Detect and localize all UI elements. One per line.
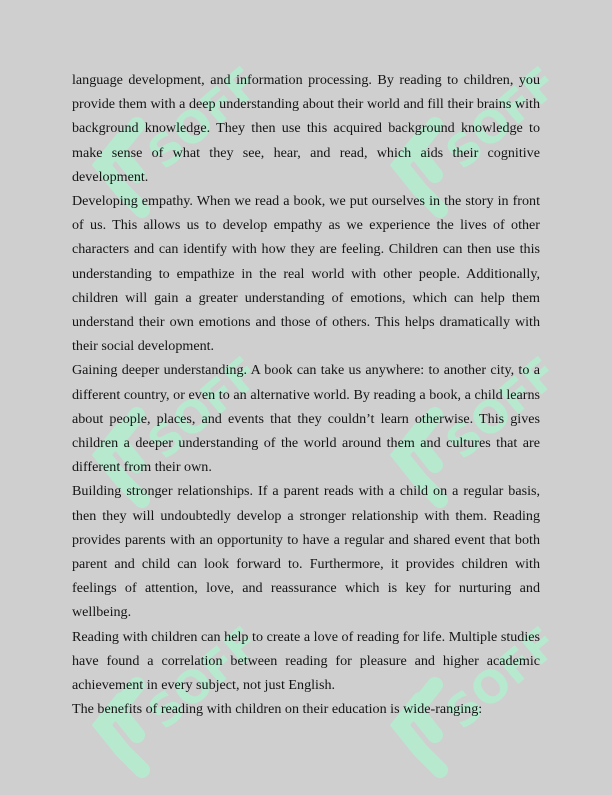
paragraph: Developing empathy. When we read a book, we put ourselves in the story in front of us. This allows us to develop empathy as we experience the lives of other characters and can identify with how they are feeling. Children can then use this understanding to empathize in the real world with other people. Additionally, children will gain a greater understanding of emotions, which can help them understand their own emotions and those of others. This helps dramatically with their social development. xyxy=(72,193,540,355)
svg-text:SOFF: SOFF xyxy=(436,347,550,470)
svg-text:SOFF: SOFF xyxy=(436,617,550,740)
paragraph: Building stronger relationships. If a parent reads with a child on a regular basis, then they will undoubtedly develop a stronger relationship with them. Reading provides parents with an opportunity to have a regular and shared event that both parent and child can look forward to. Furthermore, it provides children with feelings of attention, love, and reassurance which is key for nurturing and wellbeing. xyxy=(72,483,540,621)
paragraph: Gaining deeper understanding. A book can take us anywhere: to another city, to a different country, or even to an alternative world. By reading a book, a child learns about people, places, and events that they couldn’t learn otherwise. This gives children a deeper understanding of the world around them and cultures that are different from their own. xyxy=(72,362,540,476)
svg-text:SOFF: SOFF xyxy=(138,617,252,740)
svg-text:SOFF: SOFF xyxy=(436,57,550,180)
svg-text:SOFF: SOFF xyxy=(138,347,252,470)
paragraph: Reading with children can help to create a love of reading for life. Multiple studies have found a correlation between reading for pleasure and higher academic achievement in every subject, not just English. xyxy=(72,628,540,694)
svg-text:SOFF: SOFF xyxy=(138,57,252,180)
paragraph: language development, and information processing. By reading to children, you provide them with a deep understanding about their world and fill their brains with background knowledge. They then use this acquired background knowledge to make sense of what they see, hear, and read, which aids their cognitive development. xyxy=(72,72,540,185)
document-body xyxy=(72,68,540,721)
paragraph: The benefits of reading with children on their education is wide-ranging: xyxy=(72,701,483,718)
